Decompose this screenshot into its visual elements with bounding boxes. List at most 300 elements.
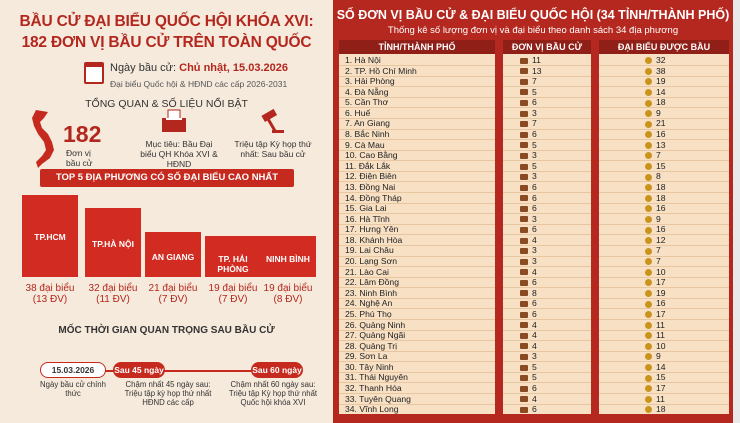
cell-province: 19. Lai Châu: [345, 245, 394, 256]
delegates-value: 38: [656, 65, 666, 76]
row-divider: [503, 351, 591, 352]
row-divider: [599, 213, 729, 214]
person-icon: [645, 131, 652, 138]
person-icon: [645, 163, 652, 170]
cell-province: 31. Thái Nguyên: [345, 372, 408, 383]
delegates-value: 7: [656, 256, 661, 267]
row-divider: [503, 266, 591, 267]
ballot-icon: [520, 375, 528, 381]
person-icon: [645, 375, 652, 382]
row-divider: [503, 181, 591, 182]
delegates-value: 14: [656, 86, 666, 97]
person-icon: [645, 258, 652, 265]
units-total: 182: [63, 121, 102, 147]
row-divider: [503, 361, 591, 362]
units-value: 6: [532, 224, 537, 235]
row-divider: [503, 97, 591, 98]
person-icon: [645, 100, 652, 107]
cell-units: [520, 224, 537, 235]
delegates-value: 17: [656, 277, 666, 288]
delegates-value: 10: [656, 340, 666, 351]
cell-delegates: [645, 150, 661, 161]
row-divider: [503, 139, 591, 140]
cell-delegates: [645, 288, 666, 299]
cell-province: 20. Lạng Sơn: [345, 256, 397, 267]
units-value: 6: [532, 97, 537, 108]
convene-text: Triệu tập Kỳ họp thứ nhất: Sau bầu cử: [234, 139, 312, 159]
bar-units-label: (7 ĐV): [158, 294, 188, 305]
cell-delegates: [645, 351, 661, 362]
date-value: Chủ nhật, 15.03.2026: [179, 62, 288, 74]
bar-delegates-label: 38 đại biểu: [25, 283, 75, 294]
row-divider: [503, 330, 591, 331]
cell-province: 11. Đắk Lắk: [345, 160, 391, 171]
row-divider: [503, 129, 591, 130]
bar-3: [205, 236, 261, 277]
cell-units: [520, 182, 537, 193]
ballot-icon: [520, 343, 528, 349]
ballot-box-icon: [160, 108, 188, 134]
cell-province: 5. Cần Thơ: [345, 97, 389, 108]
cell-units: [520, 140, 537, 151]
bar-category-label: NINH BÌNH: [266, 254, 310, 264]
cell-units: [520, 235, 537, 246]
row-divider: [503, 372, 591, 373]
cell-units: [520, 66, 542, 77]
units-value: 5: [532, 372, 537, 383]
units-value: 6: [532, 404, 537, 415]
bar-delegates-label: 19 đại biểu: [263, 283, 313, 294]
ballot-icon: [520, 248, 528, 254]
cell-units: [520, 394, 537, 405]
cell-units: [520, 383, 537, 394]
row-divider: [599, 351, 729, 352]
delegates-value: 16: [656, 298, 666, 309]
person-icon: [645, 269, 652, 276]
ballot-icon: [520, 100, 528, 106]
bar-4: [260, 236, 316, 277]
person-icon: [645, 332, 652, 339]
ballot-icon: [520, 174, 528, 180]
delegates-value: 14: [656, 361, 666, 372]
row-divider: [599, 107, 729, 108]
ballot-icon: [520, 185, 528, 191]
units-value: 5: [532, 160, 537, 171]
cell-units: [520, 404, 537, 415]
ballot-icon: [520, 227, 528, 233]
cell-province: 27. Quảng Ngãi: [345, 330, 406, 341]
cell-province: 22. Lâm Đồng: [345, 277, 399, 288]
cell-province: 15. Gia Lai: [345, 203, 387, 214]
ballot-icon: [520, 365, 528, 371]
cell-delegates: [645, 171, 661, 182]
person-icon: [645, 195, 652, 202]
cell-province: 16. Hà Tĩnh: [345, 213, 390, 224]
cell-delegates: [645, 320, 665, 331]
units-value: 3: [532, 150, 537, 161]
units-value: 4: [532, 234, 537, 245]
row-divider: [503, 76, 591, 77]
cell-province: 14. Đồng Tháp: [345, 192, 402, 203]
delegates-value: 18: [656, 404, 666, 415]
main-title-line2: 182 ĐƠN VỊ BẦU CỬ TRÊN TOÀN QUỐC: [21, 34, 312, 51]
cell-province: 32. Thanh Hóa: [345, 382, 402, 393]
cell-units: [520, 193, 537, 204]
ballot-icon: [520, 238, 528, 244]
milestone-text: Chậm nhất 45 ngày sau: Triệu tập kỳ họp thứ nhất HĐND các cấp: [124, 380, 212, 407]
cell-province: 4. Đà Nẵng: [345, 86, 389, 97]
cell-province: 29. Sơn La: [345, 351, 388, 362]
cell-province: 34. Vĩnh Long: [345, 404, 399, 415]
cell-province: 21. Lào Cai: [345, 266, 389, 277]
row-divider: [503, 107, 591, 108]
person-icon: [645, 68, 652, 75]
cell-delegates: [645, 298, 666, 309]
cell-province: 6. Huế: [345, 107, 371, 118]
table-subtitle: Thống kê số lượng đơn vị và đại biểu theo danh sách 34 địa phương: [387, 25, 679, 36]
cell-units: [520, 87, 537, 98]
units-value: 4: [532, 266, 537, 277]
units-value: 6: [532, 308, 537, 319]
units-value: 8: [532, 287, 537, 298]
person-icon: [645, 237, 652, 244]
cell-units: [520, 214, 537, 225]
delegates-value: 16: [656, 203, 666, 214]
row-divider: [503, 213, 591, 214]
units-value: 4: [532, 319, 537, 330]
cell-province: 23. Ninh Bình: [345, 287, 398, 298]
milestone-pill: Sau 60 ngày: [251, 362, 303, 378]
ballot-icon: [520, 142, 528, 148]
delegates-value: 9: [656, 351, 661, 362]
person-icon: [645, 248, 652, 255]
units-value: 6: [532, 298, 537, 309]
person-icon: [645, 121, 652, 128]
page-edge: [733, 0, 740, 423]
cell-province: 3. Hải Phòng: [345, 76, 395, 87]
milestone-text: Ngày bầu cử chính thức: [40, 380, 106, 398]
cell-province: 28. Quảng Trị: [345, 340, 398, 351]
col-header-delegates: ĐẠI BIỂU ĐƯỢC BẦU: [599, 40, 729, 54]
delegates-value: 17: [656, 382, 666, 393]
cell-province: 33. Tuyên Quang: [345, 393, 411, 404]
delegates-value: 16: [656, 129, 666, 140]
cell-units: [520, 277, 537, 288]
ballot-icon: [520, 354, 528, 360]
ballot-icon: [520, 111, 528, 117]
delegates-value: 12: [656, 234, 666, 245]
overview-heading: TỔNG QUAN & SỐ LIỆU NỔI BẬT: [85, 98, 248, 110]
delegates-value: 17: [656, 308, 666, 319]
delegates-value: 13: [656, 139, 666, 150]
cell-units: [520, 118, 537, 129]
person-icon: [645, 174, 652, 181]
bar-1: [85, 208, 141, 277]
units-value: 6: [532, 181, 537, 192]
cell-province: 12. Điện Biên: [345, 171, 397, 182]
person-icon: [645, 301, 652, 308]
cell-delegates: [645, 55, 666, 66]
row-divider: [503, 404, 591, 405]
delegates-value: 11: [656, 319, 665, 330]
ballot-icon: [520, 407, 528, 413]
cell-delegates: [645, 394, 665, 405]
bar-category-label: TP.HÀ NỘI: [92, 239, 134, 249]
delegates-value: 19: [656, 287, 666, 298]
ballot-icon: [520, 269, 528, 275]
person-icon: [645, 57, 652, 64]
bar-delegates-label: 32 đại biểu: [88, 283, 138, 294]
person-icon: [645, 216, 652, 223]
row-divider: [503, 160, 591, 161]
units-value: 4: [532, 330, 537, 341]
row-divider: [503, 277, 591, 278]
person-icon: [645, 227, 652, 234]
cell-units: [520, 203, 537, 214]
delegates-value: 15: [656, 372, 666, 383]
election-date: [110, 62, 288, 74]
delegates-value: 21: [656, 118, 666, 129]
milestones-title: MỐC THỜI GIAN QUAN TRỌNG SAU BẦU CỬ: [58, 325, 275, 336]
cell-delegates: [645, 309, 666, 320]
ballot-icon: [520, 132, 528, 138]
ballot-icon: [520, 396, 528, 402]
delegates-value: 7: [656, 150, 661, 161]
ballot-icon: [520, 301, 528, 307]
row-divider: [503, 171, 591, 172]
row-divider: [503, 150, 591, 151]
cell-delegates: [645, 277, 666, 288]
units-value: 5: [532, 139, 537, 150]
ballot-icon: [520, 333, 528, 339]
delegates-value: 18: [656, 192, 666, 203]
ballot-icon: [520, 58, 528, 64]
cell-delegates: [645, 87, 666, 98]
row-divider: [503, 319, 591, 320]
cell-units: [520, 320, 537, 331]
delegates-value: 9: [656, 107, 661, 118]
cell-delegates: [645, 256, 661, 267]
cell-delegates: [645, 66, 666, 77]
person-icon: [645, 279, 652, 286]
table-title: SỐ ĐƠN VỊ BẦU CỬ & ĐẠI BIỂU QUỐC HỘI (34 TỈNH/THÀNH PHỐ): [336, 8, 730, 22]
ballot-icon: [520, 290, 528, 296]
cell-province: 13. Đồng Nai: [345, 181, 396, 192]
row-divider: [503, 298, 591, 299]
ballot-icon: [520, 206, 528, 212]
units-value: 6: [532, 192, 537, 203]
bar-units-label: (7 ĐV): [218, 294, 248, 305]
ballot-icon: [520, 153, 528, 159]
cell-delegates: [645, 362, 666, 373]
vietnam-map-icon: [28, 108, 62, 170]
ballot-icon: [520, 259, 528, 265]
row-divider: [503, 224, 591, 225]
top5-title: TOP 5 ĐỊA PHƯƠNG CÓ SỐ ĐẠI BIỂU CAO NHẤT: [40, 169, 294, 187]
bar-value-label: [15, 283, 85, 305]
units-value: 6: [532, 382, 537, 393]
delegates-value: 10: [656, 266, 666, 277]
cell-delegates: [645, 235, 666, 246]
row-divider: [503, 86, 591, 87]
row-divider: [599, 245, 729, 246]
cell-delegates: [645, 161, 666, 172]
row-divider: [503, 340, 591, 341]
cell-units: [520, 330, 537, 341]
units-value: 3: [532, 351, 537, 362]
row-divider: [599, 256, 729, 257]
person-icon: [645, 364, 652, 371]
ballot-icon: [520, 68, 528, 74]
cell-province: 10. Cao Bằng: [345, 150, 398, 161]
person-icon: [645, 205, 652, 212]
cell-units: [520, 76, 537, 87]
bar-2: [145, 232, 201, 277]
person-icon: [645, 385, 652, 392]
bar-value-label: [253, 283, 323, 305]
row-divider: [503, 203, 591, 204]
units-value: 3: [532, 107, 537, 118]
cell-units: [520, 161, 537, 172]
units-value: 6: [532, 203, 537, 214]
ballot-icon: [520, 164, 528, 170]
delegates-value: 11: [656, 393, 665, 404]
cell-delegates: [645, 182, 666, 193]
cell-units: [520, 171, 537, 182]
person-icon: [645, 353, 652, 360]
cell-delegates: [645, 129, 666, 140]
ballot-icon: [520, 121, 528, 127]
units-value: 3: [532, 171, 537, 182]
cell-units: [520, 150, 537, 161]
units-value: 7: [532, 76, 537, 87]
person-icon: [645, 152, 652, 159]
units-value: 6: [532, 129, 537, 140]
delegates-value: 18: [656, 181, 666, 192]
ballot-icon: [520, 89, 528, 95]
cell-units: [520, 267, 537, 278]
cell-province: 30. Tây Ninh: [345, 361, 394, 372]
delegates-value: 16: [656, 224, 666, 235]
row-divider: [503, 393, 591, 394]
units-value: 4: [532, 393, 537, 404]
cell-delegates: [645, 193, 666, 204]
cell-delegates: [645, 118, 666, 129]
cell-delegates: [645, 76, 666, 87]
person-icon: [645, 184, 652, 191]
units-value: 11: [532, 55, 541, 65]
cell-delegates: [645, 140, 666, 151]
col-header-units: ĐƠN VỊ BẦU CỬ: [503, 40, 591, 54]
cell-province: 8. Bắc Ninh: [345, 129, 390, 140]
bar-delegates-label: 19 đại biểu: [208, 283, 258, 294]
row-divider: [503, 65, 591, 66]
row-divider: [503, 308, 591, 309]
cell-province: 25. Phú Thọ: [345, 308, 392, 319]
col-header-province: TỈNH/THÀNH PHỐ: [339, 40, 495, 54]
delegates-value: 19: [656, 76, 666, 87]
units-value: 3: [532, 245, 537, 256]
cell-province: 24. Nghệ An: [345, 298, 393, 309]
cell-province: 2. TP. Hồ Chí Minh: [345, 65, 417, 76]
row-divider: [503, 287, 591, 288]
units-value: 5: [532, 86, 537, 97]
cell-units: [520, 108, 537, 119]
person-icon: [645, 311, 652, 318]
row-divider: [503, 118, 591, 119]
ballot-icon: [520, 312, 528, 318]
person-icon: [645, 110, 652, 117]
row-divider: [503, 234, 591, 235]
milestone-text: Chậm nhất 60 ngày sau: Triệu tập Kỳ họp thứ nhất Quốc hội khóa XVI: [228, 380, 318, 407]
cell-province: 9. Cà Mau: [345, 139, 385, 150]
row-divider: [599, 171, 729, 172]
cell-delegates: [645, 245, 661, 256]
cell-delegates: [645, 404, 666, 415]
units-value: 3: [532, 256, 537, 267]
milestone-pill: Sau 45 ngày: [113, 362, 165, 378]
delegates-value: 7: [656, 245, 661, 256]
bar-units-label: (11 ĐV): [96, 294, 130, 305]
ballot-icon: [520, 322, 528, 328]
date-subtitle: Đại biểu Quốc hội & HĐND các cấp 2026-2031: [110, 79, 288, 89]
units-value: 3: [532, 213, 537, 224]
row-divider: [503, 192, 591, 193]
cell-province: 17. Hưng Yên: [345, 224, 399, 235]
cell-province: 1. Hà Nội: [345, 55, 381, 65]
cell-units: [520, 288, 537, 299]
cell-delegates: [645, 330, 665, 341]
cell-delegates: [645, 267, 666, 278]
cell-units: [520, 341, 537, 352]
units-value: 7: [532, 118, 537, 129]
person-icon: [645, 142, 652, 149]
units-value: 4: [532, 340, 537, 351]
milestone-pill: 15.03.2026: [40, 362, 106, 378]
main-title-line1: BẦU CỬ ĐẠI BIỂU QUỐC HỘI KHÓA XVI:: [19, 13, 314, 30]
cell-units: [520, 55, 541, 66]
bar-delegates-label: 21 đại biểu: [148, 283, 198, 294]
cell-units: [520, 97, 537, 108]
goal-text: Mục tiêu: Bầu Đại biểu QH Khóa XVI & HĐND: [140, 139, 218, 169]
cell-province: 18. Khánh Hòa: [345, 234, 403, 245]
cell-units: [520, 129, 537, 140]
ballot-icon: [520, 386, 528, 392]
bar-category-label: TP. HẢI PHÒNG: [217, 254, 249, 274]
cell-delegates: [645, 97, 666, 108]
cell-units: [520, 362, 537, 373]
delegates-value: 9: [656, 213, 661, 224]
cell-province: 7. An Giang: [345, 118, 390, 129]
units-value: 6: [532, 277, 537, 288]
bar-category-label: TP.HCM: [34, 232, 66, 242]
delegates-value: 15: [656, 160, 666, 171]
cell-province: 26. Quảng Ninh: [345, 319, 406, 330]
calendar-icon: [84, 62, 104, 84]
ballot-icon: [520, 216, 528, 222]
row-divider: [599, 150, 729, 151]
bar-0: [22, 195, 78, 277]
bar-category-label: AN GIANG: [151, 252, 195, 262]
person-icon: [645, 406, 652, 413]
ballot-icon: [520, 280, 528, 286]
person-icon: [645, 322, 652, 329]
date-label: Ngày bầu cử:: [110, 62, 177, 74]
units-total-label: Đơn vị bầu cử: [66, 148, 93, 168]
cell-delegates: [645, 214, 661, 225]
units-value: 5: [532, 361, 537, 372]
delegates-value: 18: [656, 97, 666, 108]
